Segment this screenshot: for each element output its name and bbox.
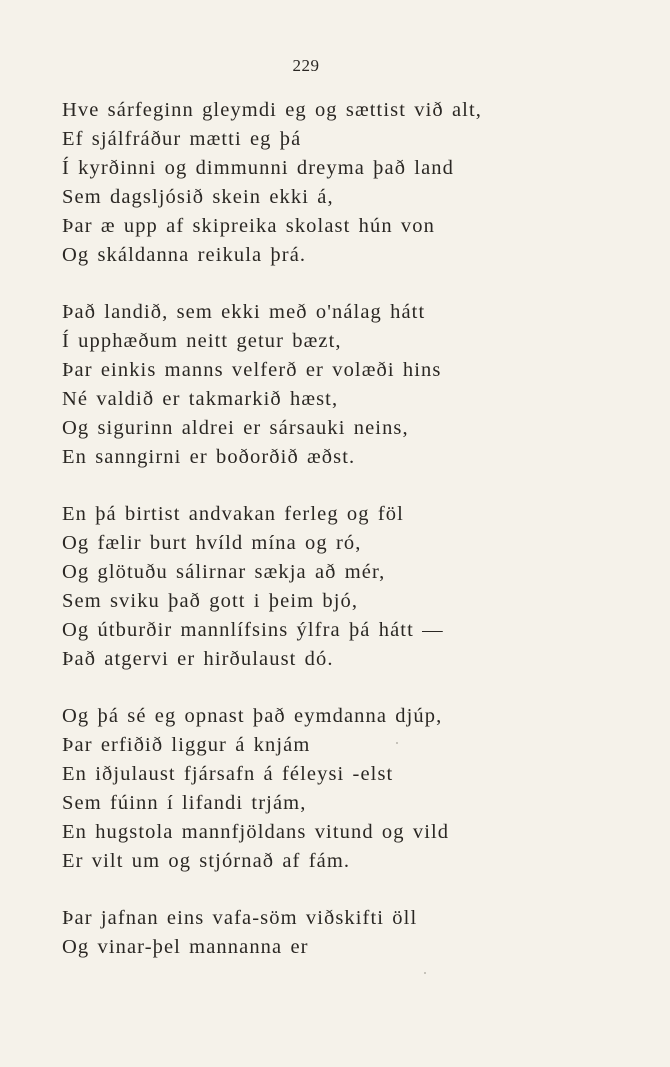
poem-line: Og glötuðu sálirnar sækja að mér, xyxy=(62,561,386,583)
poem-line: Þar æ upp af skipreika skolast hún von xyxy=(62,215,435,237)
page-number: 229 xyxy=(292,56,320,75)
poem-line: Í kyrðinni og dimmunni dreyma það land xyxy=(62,157,454,179)
poem-line: Og vinar-þel mannanna er xyxy=(62,936,309,958)
poem-line: En iðjulaust fjársafn á féleysi -elst xyxy=(62,763,394,785)
stanza-5 xyxy=(62,904,532,962)
poem-line: Þar einkis manns velferð er volæði hins xyxy=(62,359,442,381)
paper-speck xyxy=(396,742,398,744)
paper-speck xyxy=(424,972,426,974)
poem-line: Þar jafnan eins vafa-söm viðskifti öll xyxy=(62,907,418,929)
poem-line: En hugstola mannfjöldans vitund og vild xyxy=(62,821,450,843)
stanza-4 xyxy=(62,702,532,876)
poem-line: Og fælir burt hvíld mína og ró, xyxy=(62,532,362,554)
poem-line: Og þá sé eg opnast það eymdanna djúp, xyxy=(62,705,443,727)
stanza-1 xyxy=(62,96,532,270)
poem-line: Er vilt um og stjórnað af fám. xyxy=(62,850,351,872)
poem-line: Sem sviku það gott i þeim bjó, xyxy=(62,590,359,612)
poem-line: En þá birtist andvakan ferleg og föl xyxy=(62,503,404,525)
poem-line: En sanngirni er boðorðið æðst. xyxy=(62,446,356,468)
poem-line: Né valdið er takmarkið hæst, xyxy=(62,388,339,410)
poem-body xyxy=(62,96,532,990)
stanza-3 xyxy=(62,500,532,674)
poem-line: Ef sjálfráður mætti eg þá xyxy=(62,128,302,150)
poem-line: Og sigurinn aldrei er sársauki neins, xyxy=(62,417,409,439)
poem-line: Hve sárfeginn gleymdi eg og sættist við alt, xyxy=(62,99,482,121)
poem-line: Það atgervi er hirðulaust dó. xyxy=(62,648,334,670)
poem-line: Það landið, sem ekki með o'nálag hátt xyxy=(62,301,426,323)
poem-line: Þar erfiðið liggur á knjám xyxy=(62,734,311,756)
poem-line: Og skáldanna reikula þrá. xyxy=(62,244,307,266)
poem-line: Sem fúinn í lifandi trjám, xyxy=(62,792,307,814)
stanza-2 xyxy=(62,298,532,472)
poem-line: Og útburðir mannlífsins ýlfra þá hátt — xyxy=(62,619,444,641)
poem-line: Í upphæðum neitt getur bæzt, xyxy=(62,330,342,352)
poem-line: Sem dagsljósið skein ekki á, xyxy=(62,186,334,208)
